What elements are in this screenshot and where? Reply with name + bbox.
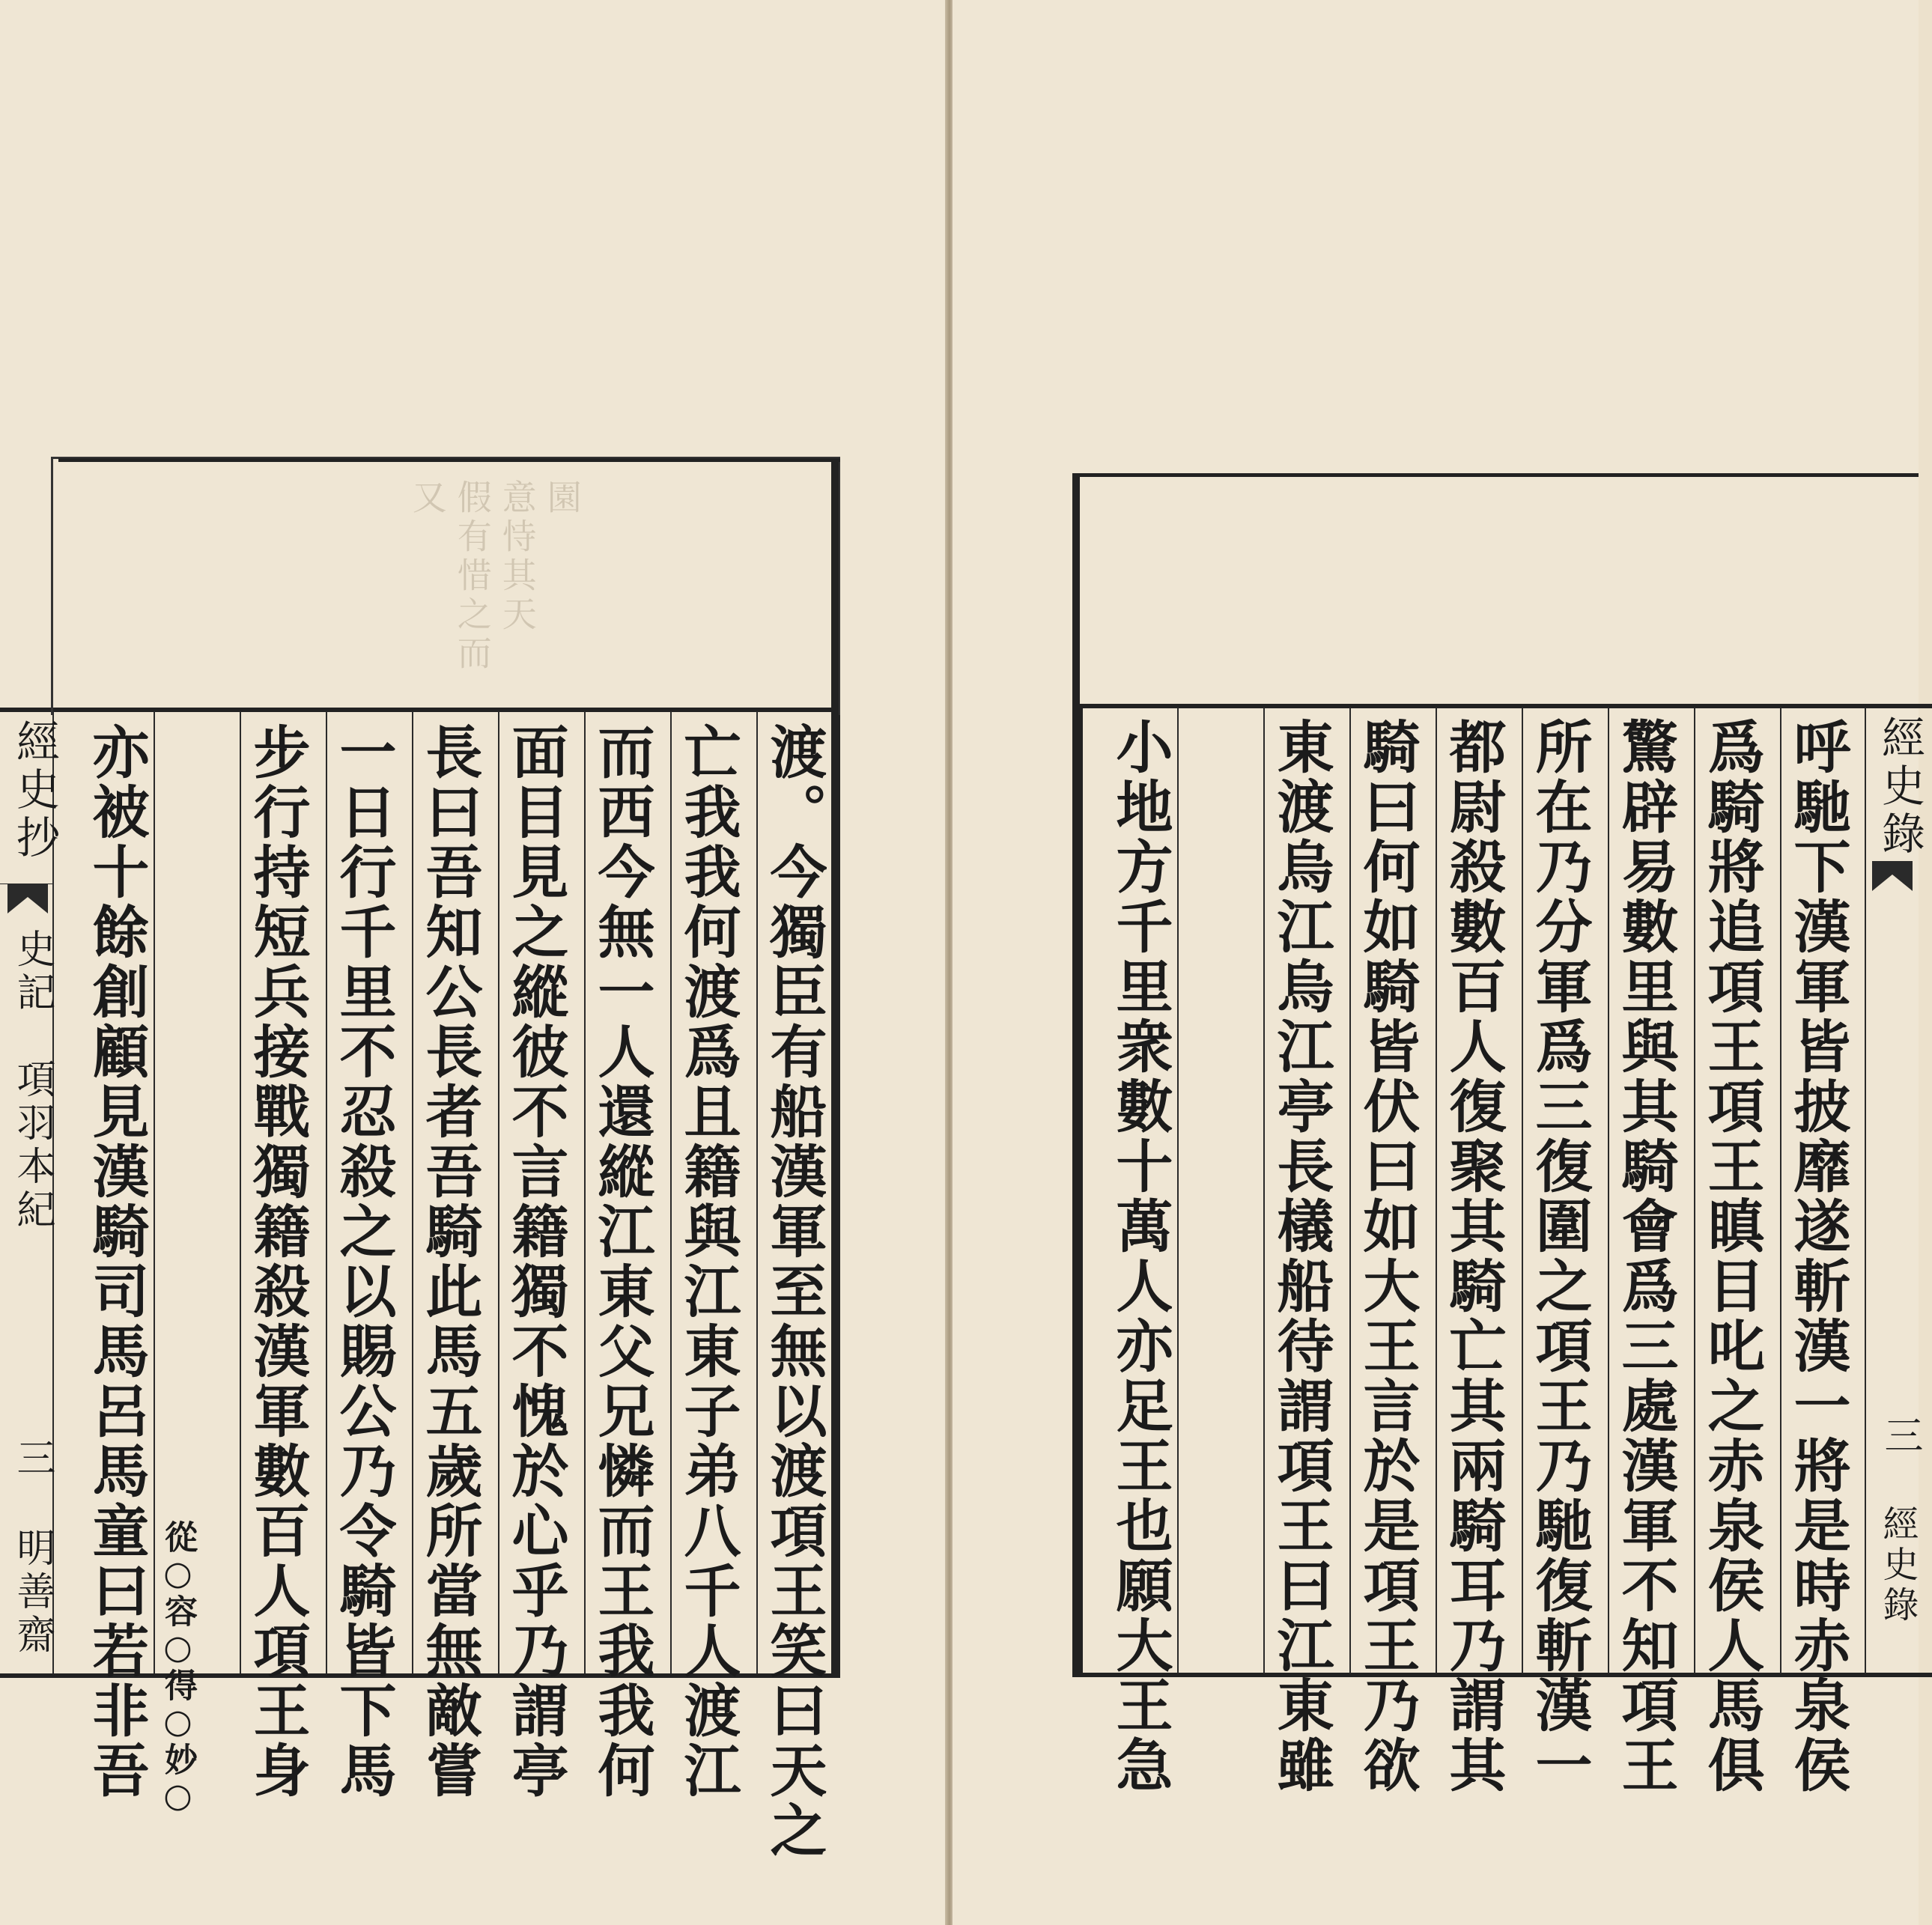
column-rule [498,711,499,1673]
right-text-column-1: 呼馳下漢軍皆披靡遂斬漢一將是時赤泉侯 [1784,717,1851,1795]
column-rule [1436,708,1437,1673]
left-margin-folio: 三 [10,1438,55,1481]
right-text-column-6: 騎曰何如騎皆伏曰如大王言於是項王乃欲 [1354,717,1421,1795]
margin-band-rule [1865,708,1866,1673]
fish-tail-mark [1872,861,1913,891]
right-margin-title: 經史錄 [1874,715,1925,859]
left-text-column-5: 長曰吾知公長者吾騎此馬五歲所當無敵嘗 [416,723,483,1801]
right-margin-folio: 三 [1877,1415,1922,1459]
left-top-note [404,479,449,696]
left-margin-title: 經史抄 [9,719,60,863]
left-text-column-7: 步行持短兵接戰獨籍殺漢軍數百人項王身 [244,723,311,1801]
right-text-column-3: 驚辟易數里與其騎會爲三處漢軍不知項王 [1612,717,1679,1795]
column-rule [670,711,672,1673]
fish-tail-mark [7,884,48,913]
top-note-line: 又 [407,479,448,518]
column-rule [756,711,758,1673]
column-rule [1694,708,1695,1673]
left-margin-publisher: 明善齋 [10,1527,55,1658]
left-margin-section: 史記 項羽本紀 [10,928,55,1232]
column-rule [412,711,413,1673]
right-text-column-4: 所在乃分軍爲三復圍之項王乃馳復斬漢一 [1526,717,1593,1795]
left-annotation: 從○容○得○妙○ [159,1520,197,1816]
column-rule [584,711,586,1673]
right-text-column-7: 東渡烏江烏江亭長檥船待謂項王曰江東雖 [1268,717,1334,1795]
left-text-column-3: 而西今無一人還縱江東父兄憐而王我我何 [589,723,655,1801]
column-rule [1263,708,1265,1673]
right-top-note-box [1072,473,1896,711]
left-text-column-8: 亦被十餘創顧見漢騎司馬呂馬童曰若非吾 [83,723,150,1801]
left-top-rule [58,458,840,462]
left-text-column-2: 亡我我何渡爲且籍與江東子弟八千人渡江 [675,723,741,1801]
left-top-note [494,479,539,696]
left-text-column-1: 渡。今獨臣有船漢軍至無以渡項王笑曰天之 [761,723,827,1861]
column-rule [154,711,155,1673]
column-rule [1780,708,1781,1673]
right-left-rule [1072,473,1080,1677]
column-rule [240,711,241,1673]
top-note-line: 園 [541,479,583,518]
right-text-column-8: 小地方千里衆數十萬人亦足王也願大王急 [1107,717,1173,1795]
column-rule [326,711,327,1673]
column-rule [1608,708,1609,1673]
left-top-note [539,479,584,696]
top-note-line: 假有惜之而 [452,479,493,674]
left-text-column-6: 一日行千里不忍殺之以賜公乃令騎皆下馬 [330,723,397,1801]
column-rule [1349,708,1351,1673]
right-text-column-5: 都尉殺數百人復聚其騎亡其兩騎耳乃謂其 [1440,717,1507,1795]
right-text-column-2: 爲騎將追項王項王瞋目叱之赤泉侯人馬俱 [1698,717,1765,1795]
left-text-column-4: 面目見之縱彼不言籍獨不愧於心乎乃謂亭 [502,723,569,1801]
column-rule [1177,708,1179,1673]
right-margin-publisher: 經史錄 [1877,1505,1919,1626]
left-right-rule [831,458,839,1678]
column-rule [1522,708,1523,1673]
left-top-note [449,479,494,696]
right-top-rule [1072,473,1919,477]
top-note-line: 意恃其天 [496,479,538,635]
